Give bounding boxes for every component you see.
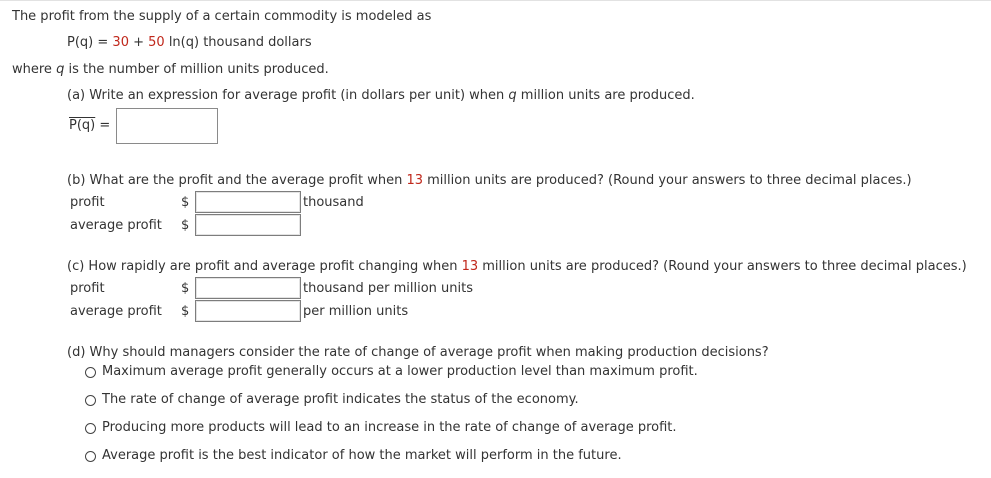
variable-q: q — [56, 62, 65, 77]
average-profit-rate-unit: per million units — [303, 304, 409, 319]
part-c-question: (c) How rapidly are profit and average profit changing when 13 million units are produced? (Round your answers to three decimal places.) — [67, 259, 967, 274]
units-value: 13 — [461, 259, 479, 274]
option-label-4[interactable]: Average profit is the best indicator of how the market will perform in the future. — [102, 448, 622, 463]
option-radio-3[interactable] — [85, 423, 96, 434]
average-profit-expression-input[interactable] — [116, 108, 218, 144]
currency-symbol: $ — [181, 304, 190, 319]
profit-label: profit — [70, 195, 105, 210]
profit-rate-label: profit — [70, 281, 105, 296]
profit-formula — [67, 35, 312, 51]
formula-lhs: P(q) — [67, 35, 94, 50]
formula-eq: = — [93, 35, 113, 50]
formula-constant: 30 — [112, 35, 129, 50]
profit-rate-unit: thousand per million units — [303, 281, 474, 296]
formula-plus: + — [128, 35, 149, 50]
option-radio-1[interactable] — [85, 367, 96, 378]
option-label-3[interactable]: Producing more products will lead to an increase in the rate of change of average profit. — [102, 420, 677, 435]
part-b-question: (b) What are the profit and the average profit when 13 million units are produced? (Round your answers to three decimal places.) — [67, 173, 912, 188]
option-label-1[interactable]: Maximum average profit generally occurs at a lower production level than maximum profit. — [102, 364, 698, 379]
option-label-2[interactable]: The rate of change of average profit indicates the status of the economy. — [102, 392, 579, 407]
profit-rate-input[interactable] — [195, 277, 301, 299]
currency-symbol: $ — [181, 218, 190, 233]
option-radio-2[interactable] — [85, 395, 96, 406]
average-profit-rate-label: average profit — [70, 304, 162, 319]
average-profit-label: average profit — [70, 218, 162, 233]
currency-symbol: $ — [181, 281, 190, 296]
profit-unit: thousand — [303, 195, 364, 210]
formula-ln: ln(q) — [164, 35, 200, 50]
variable-definition: where q is the number of million units produced. — [12, 62, 329, 77]
part-d-question: (d) Why should managers consider the rate of change of average profit when making production decisions? — [67, 345, 769, 360]
average-profit-rate-input[interactable] — [195, 300, 301, 322]
average-profit-input[interactable] — [195, 214, 301, 236]
profit-input[interactable] — [195, 191, 301, 213]
formula-coefficient: 50 — [148, 35, 165, 50]
formula-unit: thousand dollars — [199, 35, 312, 50]
option-radio-4[interactable] — [85, 451, 96, 462]
top-divider — [0, 0, 991, 1]
part-a-question: (a) Write an expression for average profit (in dollars per unit) when q million units are produced. — [67, 88, 695, 103]
average-profit-label: P(q) = — [69, 118, 111, 133]
units-value: 13 — [406, 173, 424, 188]
problem-intro: The profit from the supply of a certain commodity is modeled as — [12, 9, 432, 24]
currency-symbol: $ — [181, 195, 190, 210]
